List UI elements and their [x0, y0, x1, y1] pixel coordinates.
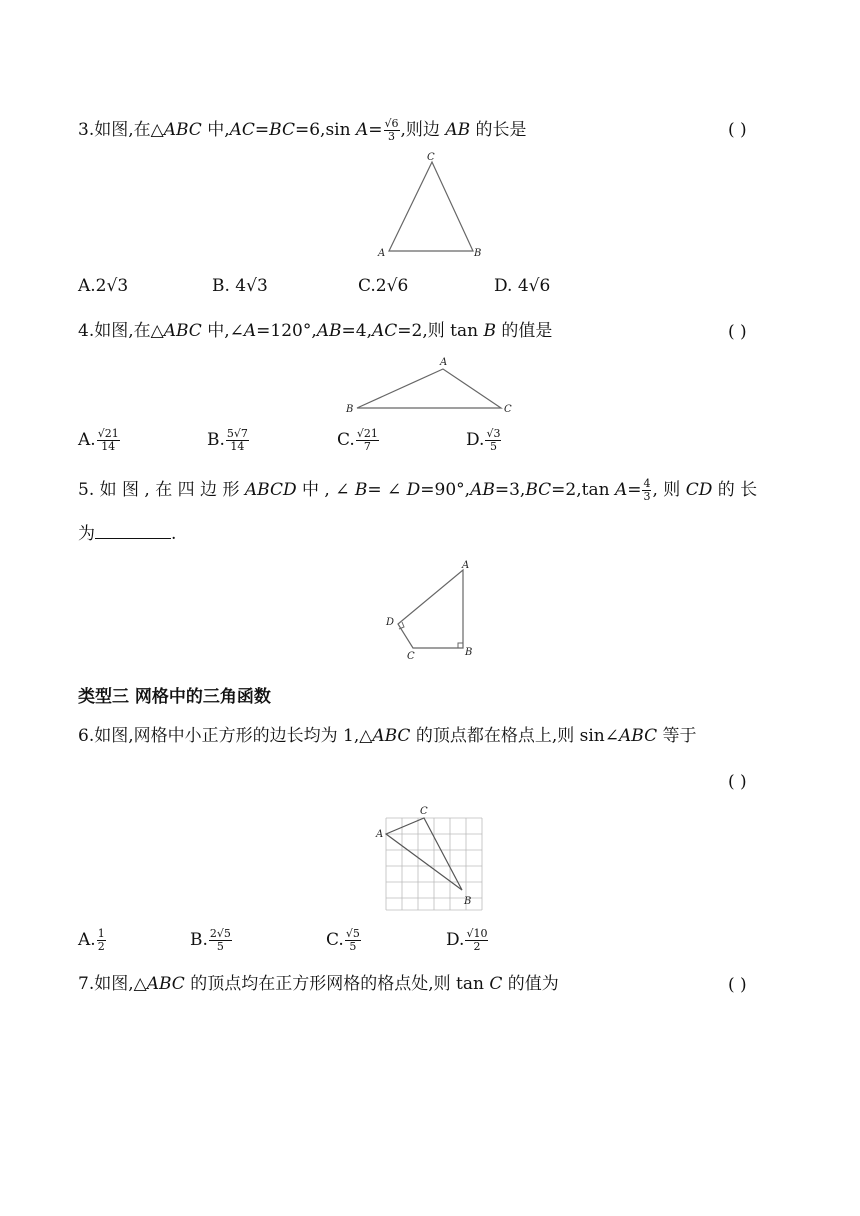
- q3-triangle-figure: [372, 148, 512, 263]
- q4-triangle: [357, 369, 501, 408]
- q6-stem: 6.如图,网格中小正方形的边长均为 1,△ABC 的顶点都在格点上,则 sin∠ABC 等于: [78, 726, 697, 746]
- q5-label-c: C: [407, 651, 415, 662]
- q4-stem: 4.如图,在△ABC 中,∠A=120°,AB=4,AC=2,则 tan B 的值是: [78, 321, 553, 341]
- q4-label-b: B: [346, 404, 354, 415]
- q5-label-a: A: [462, 560, 470, 571]
- q5-answer-blank: [95, 522, 171, 539]
- q5-stem-line2: 为 .: [78, 524, 177, 544]
- q6-option-a: A. $\frac{1}{2}$: [78, 927, 105, 953]
- q5-right-angle-b: [458, 643, 463, 648]
- q4-answer-paren: ( ): [728, 322, 747, 342]
- q4-label-a: A: [440, 357, 448, 368]
- q5-quadrilateral-figure: [378, 558, 488, 663]
- q7-stem: 7.如图,△ABC 的顶点均在正方形网格的格点处,则 tan C 的值为: [78, 974, 559, 994]
- q3-option-c: C.2√6: [358, 276, 409, 296]
- q6-option-c: C. $\frac{√5}{5}$: [326, 927, 360, 953]
- q4-option-d: D. $\frac{√3}{5}$: [466, 427, 501, 453]
- q5-label-b: B: [465, 647, 473, 658]
- q3-option-a: A.2√3: [78, 276, 129, 296]
- q6-grid-figure: [372, 802, 502, 914]
- q3-option-d: D. 4√6: [494, 276, 551, 296]
- section-heading: 类型三 网格中的三角函数: [78, 687, 271, 707]
- q4-option-c: C. $\frac{√21}{7}$: [337, 427, 378, 453]
- q6-label-b: B: [464, 896, 472, 907]
- q3-triangle: [389, 162, 473, 251]
- q6-answer-paren: ( ): [728, 772, 747, 792]
- q6-label-a: A: [376, 829, 384, 840]
- q5-stem: 5. 如 图 , 在 四 边 形 ABCD 中 , ∠ B= ∠ D=90°,AB=3,BC=2,tan A= $\frac{4}{3}$ , 则 CD 的 长: [78, 477, 758, 503]
- q3-fraction: $\frac{√6}{3}$: [384, 117, 399, 143]
- q4-option-b: B. $\frac{5√7}{14}$: [207, 427, 248, 453]
- q6-triangle: [386, 818, 462, 890]
- q3-label-a: A: [378, 248, 386, 259]
- q4-label-c: C: [504, 404, 512, 415]
- q3-stem: 3.如图,在△ABC 中,AC=BC=6,sin A= $\frac{√6}{3}$ ,则边 AB 的长是: [78, 117, 527, 143]
- q5-quadrilateral: [398, 570, 463, 648]
- q5-label-d: D: [386, 617, 395, 628]
- q3-label-b: B: [474, 248, 482, 259]
- q6-label-c: C: [420, 806, 428, 817]
- q6-option-d: D. $\frac{√10}{2}$: [446, 927, 488, 953]
- q3-answer-paren: ( ): [728, 120, 747, 140]
- q7-answer-paren: ( ): [728, 975, 747, 995]
- q3-label-c: C: [427, 152, 435, 163]
- q5-fraction: $\frac{4}{3}$: [643, 477, 651, 503]
- q6-option-b: B. $\frac{2√5}{5}$: [190, 927, 231, 953]
- q4-option-a: A. $\frac{√21}{14}$: [78, 427, 119, 453]
- q3-option-b: B. 4√3: [212, 276, 268, 296]
- q4-triangle-figure: [340, 352, 530, 422]
